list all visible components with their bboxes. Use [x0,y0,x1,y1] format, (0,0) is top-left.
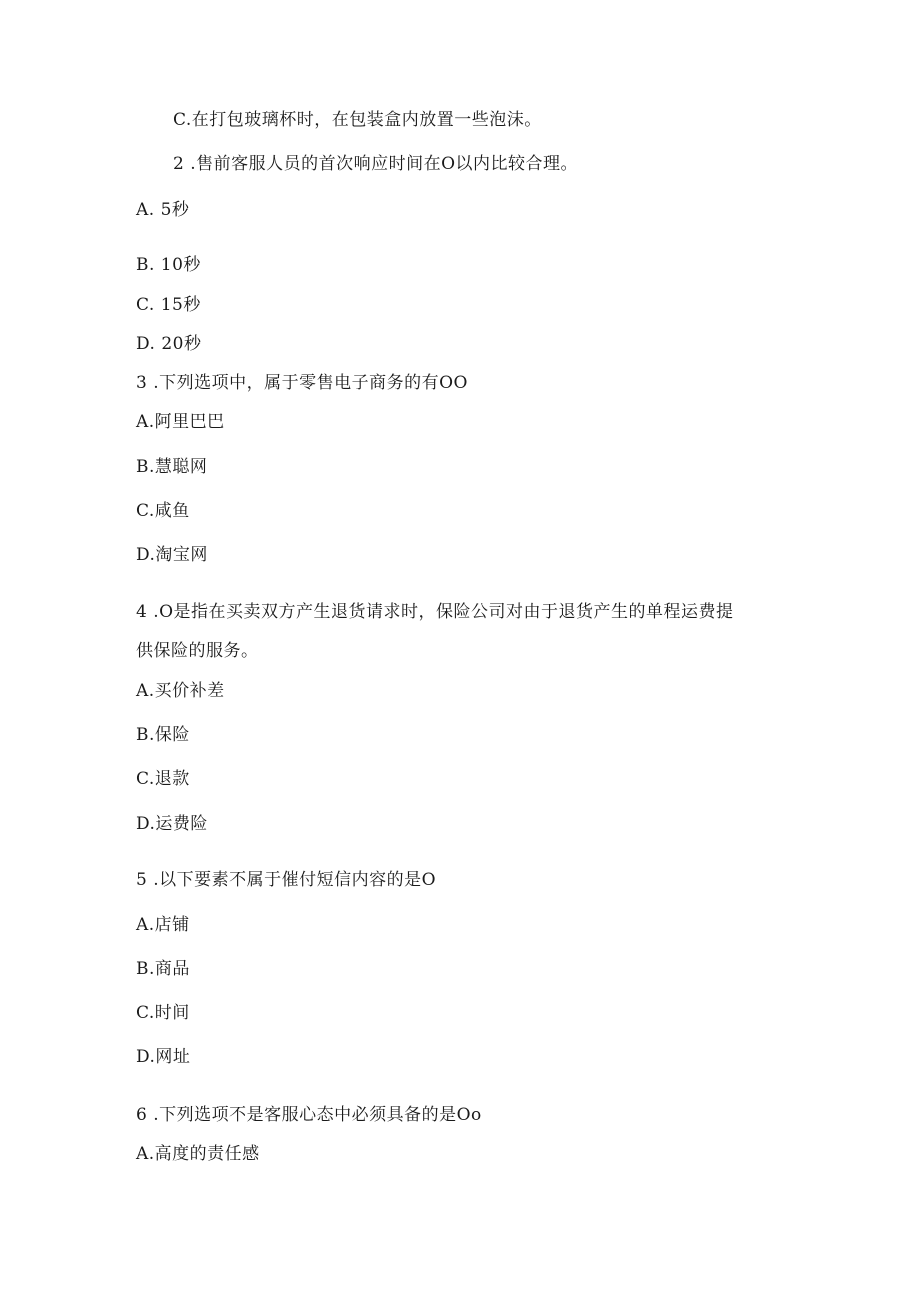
question-2: 2 .售前客服人员的首次响应时间在O以内比较合理。 [173,154,579,174]
option-c-q5: C.时间 [136,1003,190,1023]
option-d-q4: D.运费险 [136,814,208,834]
question-4: 4 .O是指在买卖双方产生退货请求时，保险公司对由于退货产生的单程运费提 [136,602,734,622]
option-b-q4: B.保险 [136,725,190,745]
option-d-q2: D. 20秒 [136,334,202,354]
option-a-q4: A.买价补差 [136,681,225,701]
option-d-q3: D.淘宝网 [136,545,208,565]
option-a-q2: A. 5秒 [136,200,190,220]
option-d-q5: D.网址 [136,1047,191,1067]
question-6: 6 .下列选项不是客服心态中必须具备的是Oo [136,1105,482,1125]
question-4-cont: 供保险的服务。 [136,641,259,661]
option-c-q2: C. 15秒 [136,295,201,315]
option-a-q5: A.店铺 [136,915,190,935]
question-3: 3 .下列选项中，属于零售电子商务的有OO [136,373,468,393]
option-a-q3: A.阿里巴巴 [136,412,225,432]
option-b-q2: B. 10秒 [136,255,201,275]
option-b-q3: B.慧聪网 [136,457,208,477]
option-c-q3: C.咸鱼 [136,501,190,521]
option-b-q5: B.商品 [136,959,190,979]
option-a-q6: A.高度的责任感 [136,1144,260,1164]
question-5: 5 .以下要素不属于催付短信内容的是O [136,870,437,890]
option-c-q4: C.退款 [136,769,190,789]
option-c-q1: C.在打包玻璃杯时，在包装盒内放置一些泡沫。 [173,110,542,130]
